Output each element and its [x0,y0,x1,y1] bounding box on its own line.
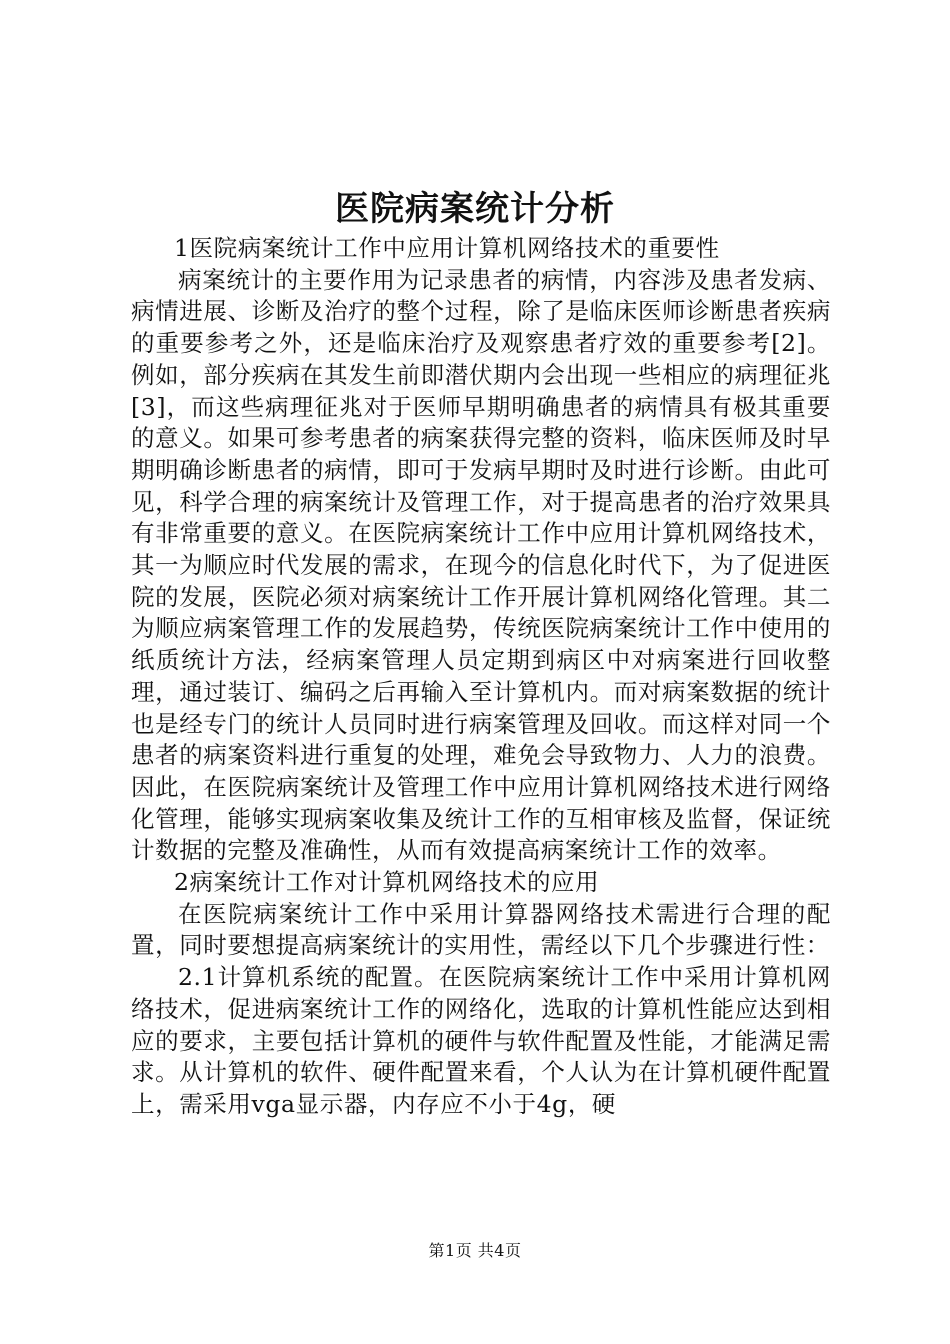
section-1-heading: 1医院病案统计工作中应用计算机网络技术的重要性 [174,234,720,262]
section-1-paragraph: 病案统计的主要作用为记录患者的病情，内容涉及患者发病、病情进展、诊断及治疗的整个过程，除了是临床医师诊断患者疾病的重要参考之外，还是临床治疗及观察患者疗效的重要参考[2]。例如，部分疾病在其发生前即潜伏期内会出现一些相应的病理征兆[3]，而这些病理征兆对于医师早期明确患者的病情具有极其重要的意义。如果可参考患者的病案获得完整的资料，临床医师及时早期明确诊断患者的病情，即可于发病早期时及时进行诊断。由此可见，科学合理的病案统计及管理工作，对于提高患者的治疗效果具有非常重要的意义。在医院病案统计工作中应用计算机网络技术，其一为顺应时代发展的需求，在现今的信息化时代下，为了促进医院的发展，医院必须对病案统计工作开展计算机网络化管理。其二为顺应病案管理工作的发展趋势，传统医院病案统计工作中使用的纸质统计方法，经病案管理人员定期到病区中对病案进行回收整理，通过装订、编码之后再输入至计算机内。而对病案数据的统计也是经专门的统计人员同时进行病案管理及回收。而这样对同一个患者的病案资料进行重复的处理，难免会导致物力、人力的浪费。因此，在医院病案统计及管理工作中应用计算机网络技术进行网络化管理，能够实现病案收集及统计工作的互相审核及监督，保证统计数据的完整及准确性，从而有效提高病案统计工作的效率。 [131,265,831,865]
section-2-1-paragraph: 2.1计算机系统的配置。在医院病案统计工作中采用计算机网络技术，促进病案统计工作的网络化，选取的计算机性能应达到相应的要求，主要包括计算机的硬件与软件配置及性能，才能满足需求。从计算机的软件、硬件配置来看，个人认为在计算机硬件配置上，需采用vga显示器，内存应不小于4g，硬 [131,963,831,1118]
document-body [131,233,831,1121]
section-2-heading: 2病案统计工作对计算机网络技术的应用 [174,868,600,897]
page-footer: 第1页 共4页 [428,1241,522,1260]
section-2-paragraph: 在医院病案统计工作中采用计算器网络技术需进行合理的配置，同时要想提高病案统计的实用性，需经以下几个步骤进行性： [131,899,831,960]
document-title: 医院病案统计分析 [335,189,615,229]
